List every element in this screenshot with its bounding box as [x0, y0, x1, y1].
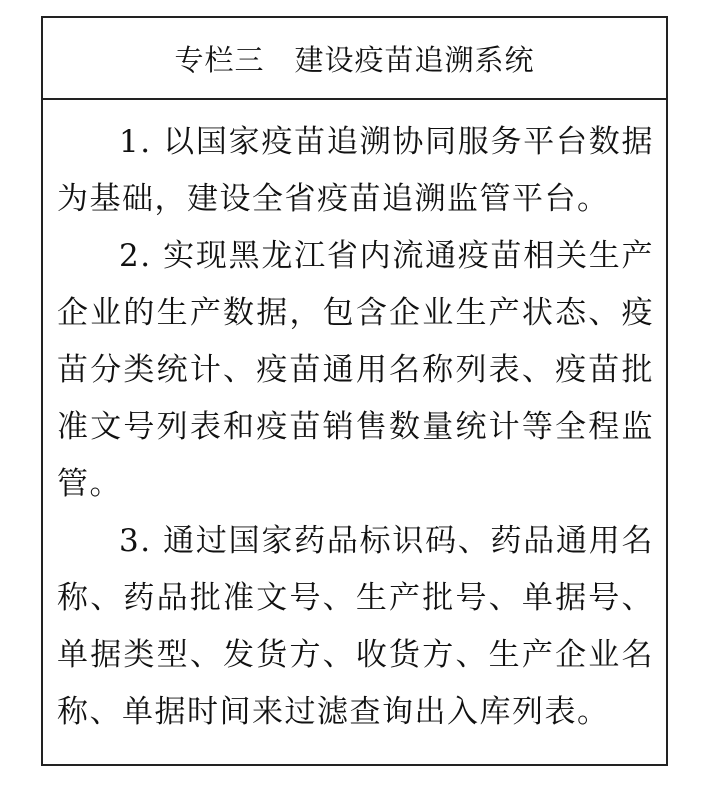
column-title: 专栏三 建设疫苗追溯系统: [43, 18, 666, 100]
paragraph-3: 3. 通过国家药品标识码、药品通用名称、药品批准文号、生产批号、单据号、单据类型、发货方、收货方、生产企业名称、单据时间来过滤查询出入库列表。: [57, 523, 654, 730]
column-body: [57, 114, 654, 741]
paragraph-2: 2. 实现黑龙江省内流通疫苗相关生产企业的生产数据，包含企业生产状态、疫苗分类统计、疫苗通用名称列表、疫苗批准文号列表和疫苗销售数量统计等全程监管。: [57, 238, 654, 502]
paragraph-1: 1. 以国家疫苗追溯协同服务平台数据为基础，建设全省疫苗追溯监管平台。: [57, 124, 654, 217]
column-box: [41, 16, 668, 766]
